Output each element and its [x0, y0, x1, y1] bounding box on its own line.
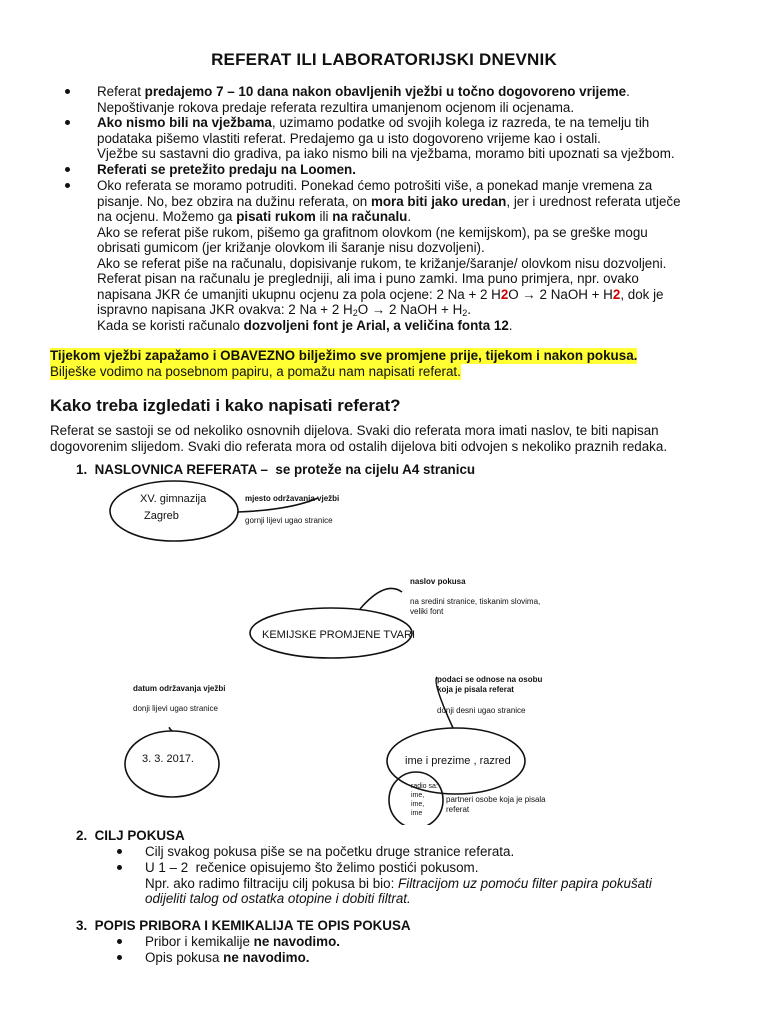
- section-2-title: 2. CILJ POKUSA: [76, 828, 185, 843]
- section-3-title: 3. POPIS PRIBORA I KEMIKALIJA TE OPIS POKUSA: [76, 918, 411, 933]
- bullet-loomen: Referati se pretežito predaju na Loomen.: [72, 162, 356, 178]
- title-sub-1: na sredini stranice, tiskanim slovima,: [410, 597, 541, 606]
- page-title: REFERAT ILI LABORATORIJSKI DNEVNIK: [211, 50, 557, 69]
- highlight-note-1: Tijekom vježbi zapažamo i OBAVEZNO bilježimo sve promjene prije, tijekom i nakon pokusa.: [50, 348, 638, 363]
- bullet-dot: [65, 183, 70, 188]
- title-label: naslov pokusa: [410, 577, 466, 586]
- date-text: 3. 3. 2017.: [142, 753, 194, 765]
- bullet-absence: Ako nismo bili na vježbama, uzimamo podatke od svojih kolega iz razreda, te na temelju tih podataka pišemo vlastiti referat. Predajemo ga u isto dogovoreno vrijeme kao i ostali. Vježbe su sastavni dio gradiva, pa iako nismo bili na vježbama, moramo biti upoznati sa vježbom.: [72, 115, 675, 162]
- bullet-effort: Oko referata se moramo potruditi. Ponekad ćemo potrošiti više, a ponekad manje vremena za pisanje. No, bez obzira na dužinu referata, on mora biti jako uredan, jer i urednost referata utječe na ocjenu. Možemo ga pisati rukom ili na računalu. Ako se referat piše rukom, pišemo ga grafitnom olovkom (ne kemijskom), pa se greške mogu obrisati gumicom (jer križanje olovkom ili šaranje nisu dozvoljeni). Ako se referat piše na računalu, dopisivanje rukom, te križanje/šaranje/ olovkom nisu dozvoljeni. Referat pisan na računalu je pregledniji, ali ima i puno zamki. Ima puno primjera, npr. ovako napisana JKR će umanjiti ukupnu ocjenu za pola ocjene: 2 Na + 2 H2O → 2 NaOH + H2, dok je ispravno napisana JKR ovakva: 2 Na + 2 $H_2O \to 2$ NaOH + $H_2$. Kada se koristi računalo dozvoljeni font je Arial, a veličina fonta 12.: [72, 178, 681, 333]
- intro-paragraph: Referat se sastoji se od nekoliko osnovnih dijelova. Svaki dio referata mora imati naslov, te biti napisan dogovorenim slijedom. Svaki dio referata mora od ostalih dijelova biti odvojen s nekoliko praznih redaka.: [50, 423, 668, 454]
- person-sub: donji desni ugao stranice: [437, 706, 526, 715]
- bullet-dot: [117, 955, 122, 960]
- bullet-dot: [65, 120, 70, 125]
- bullet-dot: [65, 167, 70, 172]
- partner-note-1: partneri osobe koja je pisala: [446, 795, 546, 804]
- cilj-bullet-2: U 1 – 2 rečenice opisujemo što želimo postići pokusom. Npr. ako radimo filtraciju cilj pokusa bi bio: Filtracijom uz pomoću filter papira pokušati odijeliti talog od ostatka otopine i dobiti filtrat.: [120, 860, 652, 907]
- place-sub: gornji lijevi ugao stranice: [245, 516, 333, 525]
- partner-text-4: ime: [411, 810, 423, 817]
- correct-equation-line: ispravno napisana JKR ovakva: 2 Na + 2 $H_2O \to 2$ NaOH + $H_2$.: [97, 302, 472, 318]
- partner-text-1: radio sa:: [411, 783, 438, 790]
- partner-note-2: referat: [446, 805, 470, 814]
- bullet-deadline: Referat predajemo 7 – 10 dana nakon obavljenih vježbi u točno dogovoreno vrijeme. Nepoštivanje rokova predaje referata rezultira umanjenom ocjenom ili ocjenama.: [72, 84, 630, 115]
- popis-bullet-1: Pribor i kemikalije ne navodimo.: [120, 934, 340, 950]
- name-text: ime i prezime , razred: [405, 755, 511, 767]
- partner-text-3: ime,: [411, 801, 425, 808]
- date-sub: donji lijevi ugao stranice: [133, 704, 218, 713]
- title-pointer: [360, 588, 402, 609]
- section-heading: Kako treba izgledati i kako napisati referat?: [50, 396, 401, 415]
- person-label-1: podaci se odnose na osobu: [437, 675, 543, 684]
- cover-page-diagram: [0, 480, 768, 825]
- title-text: KEMIJSKE PROMJENE TVARI: [262, 629, 416, 641]
- popis-bullet-2: Opis pokusa ne navodimo.: [120, 950, 309, 966]
- cilj-bullet-1: Cilj svakog pokusa piše se na početku druge stranice referata.: [120, 844, 514, 860]
- person-label-2: koja je pisala referat: [437, 685, 514, 694]
- bullet-dot: [117, 865, 122, 870]
- highlight-note-2: Bilješke vodimo na posebnom papiru, a pomažu nam napisati referat.: [50, 364, 461, 379]
- section-1-title: 1. NASLOVNICA REFERATA – se proteže na cijelu A4 stranicu: [76, 462, 476, 477]
- date-label: datum održavanja vježbi: [133, 684, 226, 693]
- partner-text-2: ime,: [411, 792, 425, 799]
- wrong-equation-line: napisana JKR će umanjiti ukupnu ocjenu za pola ocjene: 2 Na + 2 H2O → 2 NaOH + H2, dok je: [97, 286, 664, 302]
- title-sub-2: veliki font: [410, 607, 444, 616]
- school-text-2: Zagreb: [144, 510, 179, 522]
- place-label: mjesto održavanja vježbi: [245, 494, 340, 503]
- bullet-dot: [117, 849, 122, 854]
- bullet-dot: [65, 89, 70, 94]
- school-text-1: XV. gimnazija: [140, 493, 207, 505]
- bullet-dot: [117, 939, 122, 944]
